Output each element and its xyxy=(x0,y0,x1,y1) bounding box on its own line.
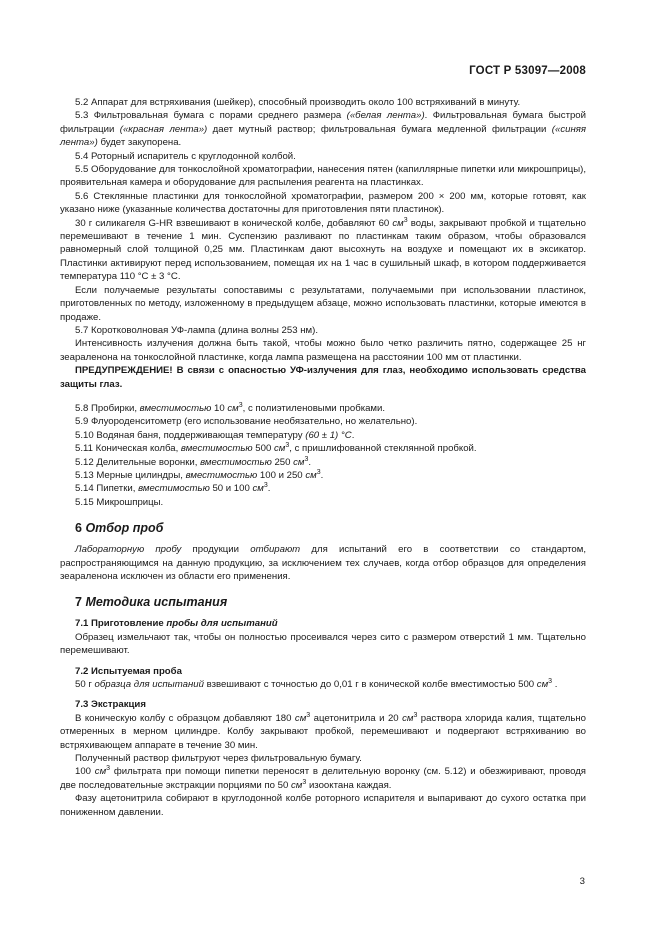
standard-header: ГОСТ Р 53097—2008 xyxy=(469,65,586,77)
text-run: . xyxy=(320,469,324,481)
text-run: 10 xyxy=(211,402,228,414)
text-run: . xyxy=(308,456,312,468)
spacer xyxy=(60,391,586,402)
spacer xyxy=(60,691,586,698)
paragraph xyxy=(60,543,586,583)
italic-text: см xyxy=(392,217,404,229)
italic-text: см xyxy=(273,443,286,455)
spacer xyxy=(60,610,586,617)
paragraph xyxy=(60,469,586,482)
paragraph xyxy=(60,190,586,217)
text-run: . xyxy=(267,483,271,495)
italic-text: см xyxy=(294,712,307,724)
text-run: 5.3 Фильтровальная бумага с порами среднего размера xyxy=(75,110,347,122)
section-heading xyxy=(60,520,586,536)
paragraph xyxy=(60,792,586,819)
italic-text: Лабораторную пробу xyxy=(75,544,182,556)
page-number: 3 xyxy=(579,876,585,887)
italic-text: («красная лента») xyxy=(119,123,208,135)
superscript: 3 xyxy=(263,482,268,490)
paragraph xyxy=(60,109,586,149)
text-run: воды, закрывают пробкой и тщательно перемешивают в течение 1 мин. Суспензию разливают по пластинкам таким образом, чтобы образовался равномерный слой толщиной 0,25 мм. Пластинкам дают высохнуть на воздухе и помещают их в эксикатор. Пластинки активируют перед использованием, помещая их на 1 час в сушильный шкаф, в котором поддерживается температура 110 °C ± 3 °C. xyxy=(60,217,586,283)
text-run: 5.2 Аппарат для встряхивания (шейкер), способный производить около 100 встряхиваний в минуту. xyxy=(75,97,521,108)
italic-text: вместимостью xyxy=(185,469,258,481)
superscript: 3 xyxy=(285,441,290,449)
superscript: 3 xyxy=(302,778,307,786)
italic-text: отбирают xyxy=(250,544,301,556)
text-run: Образец измельчают так, чтобы он полностью просеивался через сито с размером отверстий 1 мм. Тщательно перемешивают. xyxy=(60,631,586,657)
text-run: 5.7 Коротковолновая УФ-лампа (длина волны 253 нм). xyxy=(75,324,318,336)
italic-text: («белая лента») xyxy=(346,110,425,122)
text-run: . xyxy=(351,429,355,441)
paragraph xyxy=(60,402,586,415)
italic-text: вместимостью xyxy=(138,483,210,495)
subsection-heading xyxy=(60,698,586,711)
paragraph xyxy=(60,752,586,765)
paragraph xyxy=(60,337,586,364)
italic-text: («синяя лента») xyxy=(60,123,586,149)
text-run: Полученный раствор фильтруют через фильтровальную бумагу. xyxy=(75,753,362,765)
spacer xyxy=(60,509,586,520)
paragraph xyxy=(60,482,586,495)
section-title: Отбор проб xyxy=(85,521,164,536)
superscript: 3 xyxy=(403,216,408,224)
text-run: будет закупорена. xyxy=(97,137,182,149)
paragraph xyxy=(60,415,586,428)
text-run: 5.13 Мерные цилиндры, xyxy=(75,469,186,481)
text-run: 500 xyxy=(252,443,274,455)
text-run: фильтрата при помощи пипетки переносят в делительную воронку (см. 5.12) и обезжиривают, проводя две последовательные экстракции порциями по 50 xyxy=(60,766,586,791)
spacer xyxy=(60,536,586,543)
text-run: . xyxy=(552,679,558,691)
italic-text: см xyxy=(293,456,305,468)
paragraph xyxy=(60,456,586,469)
paragraph xyxy=(60,712,586,752)
text-run: 5.6 Стеклянные пластинки для тонкослойной хроматографии, размером 200 × 200 мм, которые готовят, как указано ниже (указанные количества достаточны для приготовления пяти пластинок). xyxy=(60,190,586,216)
superscript: 3 xyxy=(413,711,418,719)
italic-text: образца для испытаний xyxy=(94,679,204,691)
text-run: , с полиэтиленовыми пробками. xyxy=(242,402,386,414)
spacer xyxy=(60,583,586,594)
text-run: . Фильтровальная бумага быстрой фильтрации xyxy=(60,110,586,135)
italic-text: пробы для испытаний xyxy=(166,618,278,630)
paragraph xyxy=(60,163,586,190)
italic-text: вместимостью xyxy=(139,402,212,414)
italic-text: см xyxy=(402,712,414,724)
paragraph xyxy=(60,442,586,455)
paragraph xyxy=(60,324,586,337)
text-run: ПРЕДУПРЕЖДЕНИЕ! В связи с опасностью УФ-излучения для глаз, необходимо использовать средства защиты глаз. xyxy=(60,365,586,390)
text-run: 5.4 Роторный испаритель с круглодонной колбой. xyxy=(75,150,296,162)
text-run: Фазу ацетонитрила собирают в круглодонной колбе роторного испарителя и выпаривают до сухого остатка при пониженном давлении. xyxy=(60,793,586,818)
document-body xyxy=(60,96,586,819)
text-run: взвешивают с точностью до 0,01 г в конической колбе вместимостью 500 xyxy=(203,679,537,691)
text-run: 7.3 Экстракция xyxy=(75,699,146,711)
text-run: 50 и 100 xyxy=(209,483,253,495)
paragraph xyxy=(60,284,586,324)
section-heading xyxy=(60,594,586,610)
section-number: 6 xyxy=(75,521,82,536)
text-run: Интенсивность излучения должна быть такой, чтобы можно было четко различить пятно, содержащее 25 нг зеараленона на тонкослойной пластинке, когда лампа размещена на расстоянии 100 мм от пластинки. xyxy=(60,338,586,363)
paragraph xyxy=(60,631,586,658)
paragraph xyxy=(60,678,586,691)
italic-text: см xyxy=(94,766,107,778)
text-run: 5.9 Флуороденситометр (его использование необязательно, но желательно). xyxy=(75,416,418,428)
italic-text: см xyxy=(305,469,317,481)
superscript: 3 xyxy=(316,468,321,476)
subsection-heading xyxy=(60,617,586,630)
text-run: для испытаний его в соответствии со стандартом, распространяющимся на данную продукцию, за исключением тех случаев, когда отбор образцов для определения зеараленона исключен из области его применения. xyxy=(60,544,586,582)
paragraph xyxy=(60,150,586,163)
text-run: ацетонитрила и 20 xyxy=(310,712,403,724)
text-run: 100 xyxy=(75,766,95,778)
text-run: 100 и 250 xyxy=(257,469,306,481)
italic-text: вместимостью xyxy=(200,456,272,468)
paragraph xyxy=(60,217,586,284)
text-run: 5.15 Микрошприцы. xyxy=(75,496,164,508)
text-run: раствора хлорида калия, тщательно отмеренных в мерном цилиндре. Колбу закрывают пробкой, перемешивают и подвергают встряхиванию во встряхивающем аппарате в течение 30 мин. xyxy=(60,712,586,751)
text-run: 250 xyxy=(271,456,294,468)
text-run: 7.1 Приготовление xyxy=(75,618,167,630)
paragraph xyxy=(60,96,586,109)
superscript: 3 xyxy=(306,711,311,719)
italic-text: см xyxy=(252,483,264,495)
text-run: 50 г xyxy=(75,679,95,691)
superscript: 3 xyxy=(238,401,243,409)
text-run: 5.14 Пипетки, xyxy=(75,483,139,495)
paragraph xyxy=(60,496,586,509)
text-run: 7.2 Испытуемая проба xyxy=(75,665,182,677)
text-run: продукции xyxy=(181,544,251,556)
italic-text: см xyxy=(227,402,239,414)
text-run: В коническую колбу с образцом добавляют 180 xyxy=(75,712,295,724)
section-number: 7 xyxy=(75,595,82,610)
text-run: 5.12 Делительные воронки, xyxy=(75,456,201,468)
text-run: Если получаемые результаты сопоставимы с результатами, получаемыми при использовании пластинок, приготовленных по методу, изложенному в предыдущем абзаце, можно использовать пластинки, которые имеются в продаже. xyxy=(60,284,586,323)
italic-text: (60 ± 1) °С xyxy=(305,429,352,441)
superscript: 3 xyxy=(106,765,111,773)
text-run: изооктана каждая. xyxy=(306,779,392,791)
paragraph xyxy=(60,429,586,442)
italic-text: см xyxy=(536,679,549,691)
italic-text: см xyxy=(291,779,303,791)
warning-paragraph xyxy=(60,364,586,391)
text-run: 5.10 Водяная баня, поддерживающая температуру xyxy=(75,429,306,441)
superscript: 3 xyxy=(548,677,553,685)
superscript: 3 xyxy=(304,455,309,463)
spacer xyxy=(60,658,586,665)
text-run: дает мутный раствор; фильтровальная бумага медленной фильтрации xyxy=(207,123,552,135)
italic-text: вместимостью xyxy=(180,443,253,455)
subsection-heading xyxy=(60,665,586,678)
paragraph xyxy=(60,765,586,792)
text-run: 5.8 Пробирки, xyxy=(75,402,140,414)
text-run: , с пришлифованной стеклянной пробкой. xyxy=(289,443,477,455)
section-title: Методика испытания xyxy=(85,595,228,610)
text-run: 30 г силикагеля G-HR взвешивают в конической колбе, добавляют 60 xyxy=(75,217,393,229)
text-run: 5.5 Оборудование для тонкослойной хроматографии, нанесения пятен (капиллярные пипетки или микрошприцы), проявительная камера и оборудование для распыления реагента на пластинках. xyxy=(60,164,586,189)
text-run: 5.11 Коническая колба, xyxy=(75,443,181,455)
